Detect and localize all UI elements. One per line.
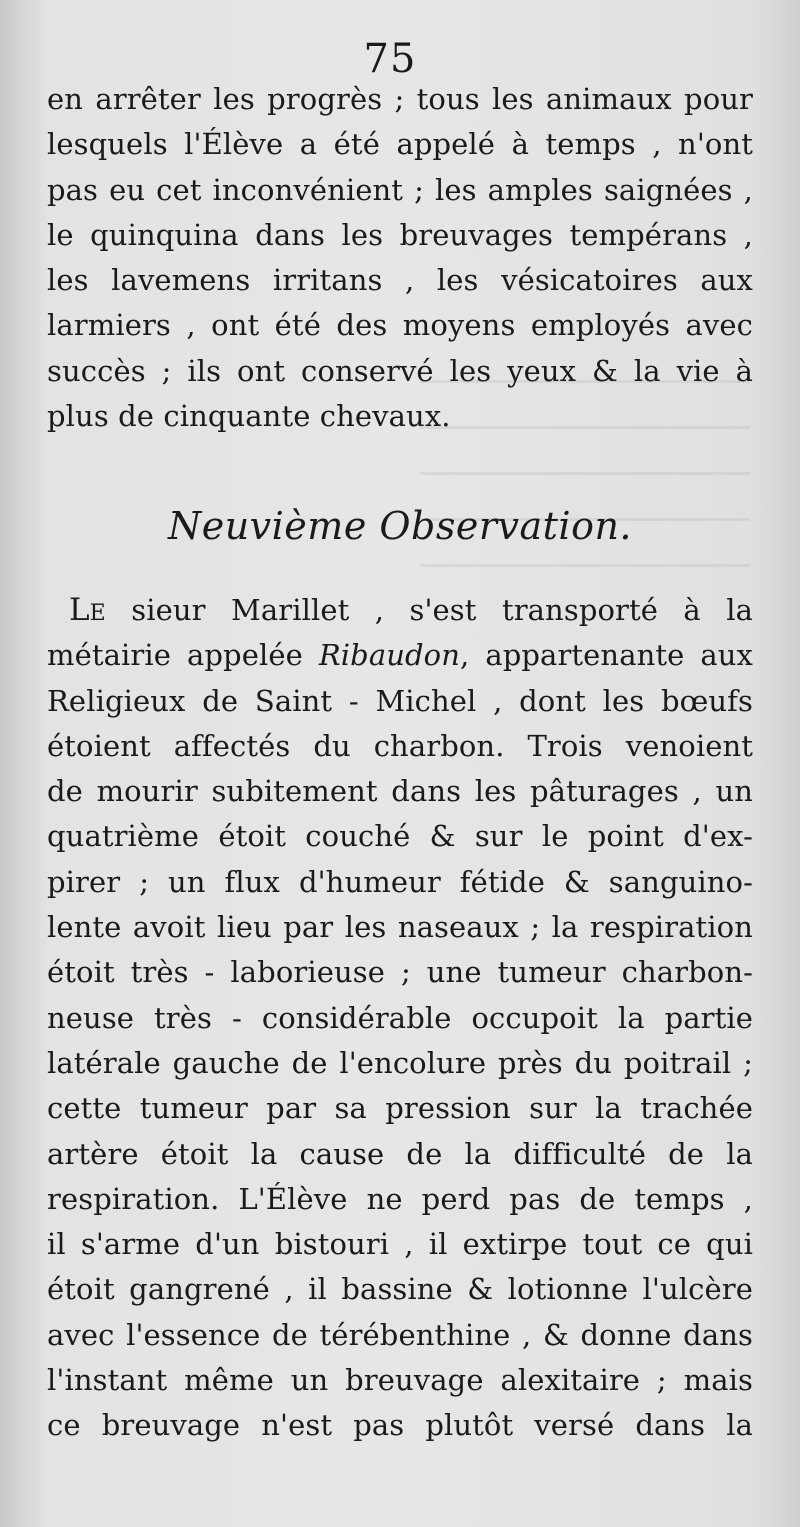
text-line: avec l'essence de térébenthine , & donne dans	[47, 1317, 753, 1352]
text-line: de mourir subitement dans les pâturages , un	[47, 774, 753, 809]
place-name: Ribaudon	[318, 638, 461, 673]
text-line: succès ; ils ont conservé les yeux & la vie à	[47, 353, 753, 388]
text-line: étoient affectés du charbon. Trois venoient	[47, 728, 753, 763]
paragraph-observation	[47, 588, 753, 1449]
text-line	[47, 633, 753, 678]
text-line: ce breuvage n'est pas plutôt versé dans la	[47, 1408, 753, 1443]
text-line: il s'arme d'un bistouri , il extirpe tout ce qui	[47, 1227, 753, 1262]
text-line: cette tumeur par sa pression sur la trachée	[47, 1091, 753, 1126]
text-line: en arrêter les progrès ; tous les animaux pour	[47, 82, 753, 116]
text-span: sieur Marillet , s'est transporté à la	[105, 593, 753, 627]
text-line: pas eu cet inconvénient ; les amples saignées ,	[47, 172, 753, 207]
text-span: métairie appelée	[47, 638, 319, 673]
opening-word: Le	[69, 592, 106, 628]
section-heading: Neuvième Observation.	[167, 504, 633, 548]
text-line: quatrième étoit couché & sur le point d'ex-	[47, 819, 753, 854]
text-line: l'instant même un breuvage alexitaire ; mais	[47, 1363, 753, 1398]
text-line: neuse très - considérable occupoit la partie	[47, 1000, 753, 1035]
text-line: artère étoit la cause de la difficulté de la	[47, 1136, 753, 1171]
text-line: lente avoit lieu par les naseaux ; la respiration	[47, 910, 753, 945]
text-line: les lavemens irritans , les vésicatoires aux	[47, 263, 753, 298]
text-line: Religieux de Saint - Michel , dont les bœufs	[47, 683, 753, 718]
text-line: étoit très - laborieuse ; une tumeur charbon-	[47, 955, 753, 990]
text-line: le quinquina dans les breuvages tempérans ,	[47, 217, 753, 252]
text-line: plus de cinquante chevaux.	[47, 399, 451, 434]
text-line: respiration. L'Élève ne perd pas de temps ,	[47, 1181, 753, 1216]
page-number: 75	[363, 36, 417, 82]
text-line: lesquels l'Élève a été appelé à temps , n'ont	[47, 127, 753, 162]
text-line: étoit gangrené , il bassine & lotionne l'ulcère	[47, 1272, 753, 1307]
text-line-first	[47, 588, 753, 633]
text-line: larmiers , ont été des moyens employés avec	[47, 308, 753, 343]
text-line: latérale gauche de l'encolure près du poitrail ;	[47, 1045, 753, 1080]
text-line: pirer ; un flux d'humeur fétide & sanguino-	[47, 864, 753, 899]
paragraph-continuation	[47, 77, 753, 439]
text-span: , appartenante aux	[460, 638, 753, 673]
